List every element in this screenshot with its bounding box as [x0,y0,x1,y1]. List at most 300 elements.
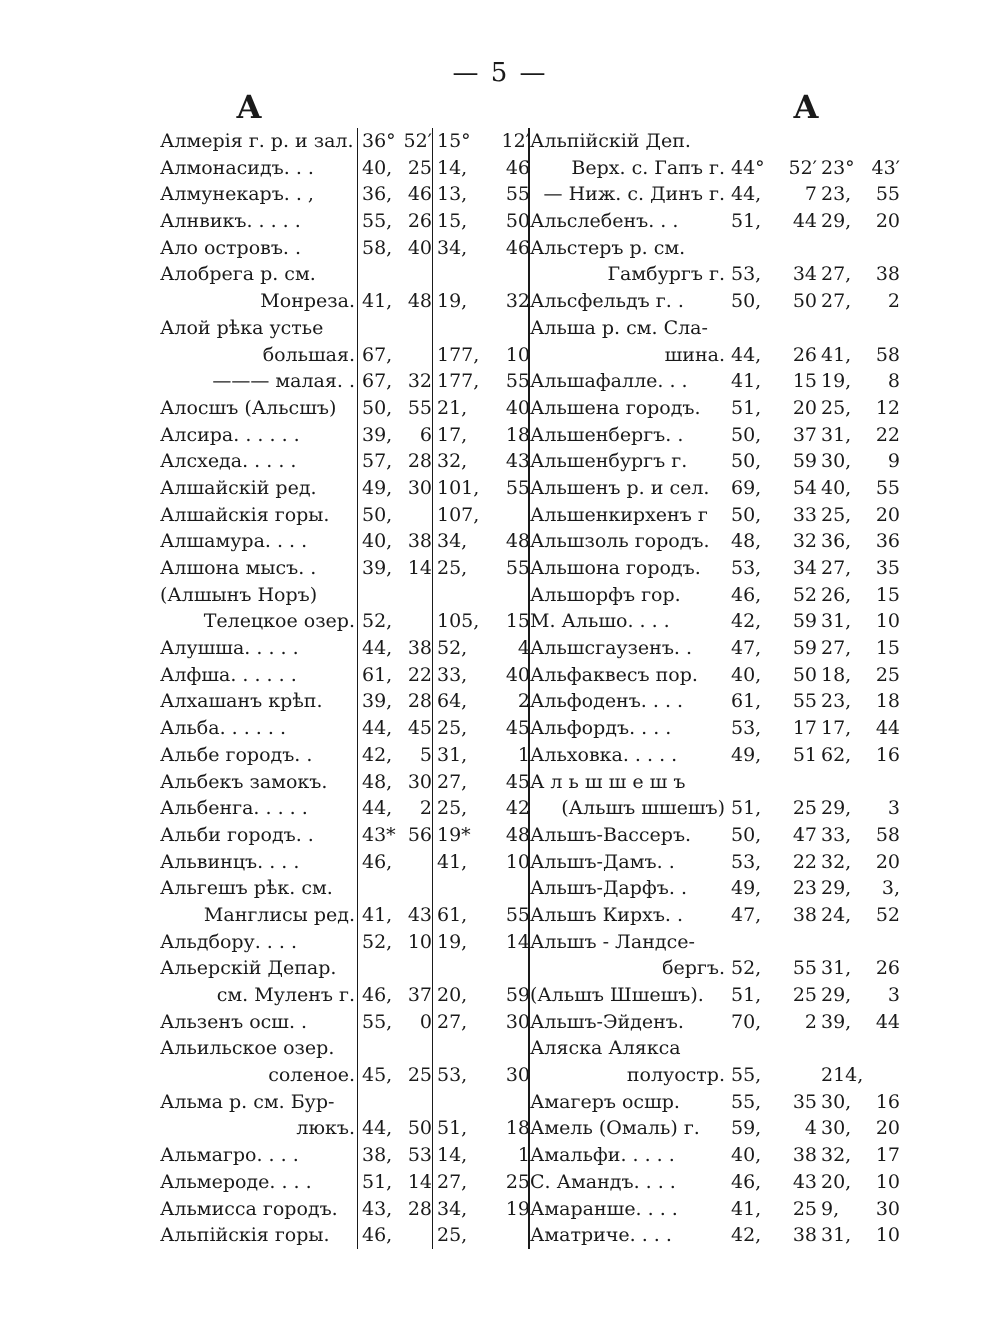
lat-degrees: 41, [731,370,762,393]
latitude-cell [727,662,817,689]
lon-degrees: 23, [821,183,852,206]
lat-minutes: 4 [804,1117,817,1140]
lat-degrees: 48, [362,770,393,793]
latitude-cell [727,448,817,475]
lon-degrees: 14, [437,156,468,179]
place-name: Амальфи. . . . . [530,1144,675,1167]
place-name: Алмонасидъ. . . [160,156,314,179]
place-name: бергъ. [662,957,725,980]
latitude-cell [727,608,817,635]
lon-minutes: 46 [505,236,530,259]
entry-row [160,1169,530,1196]
longitude-cell [432,368,530,395]
lat-minutes: 30 [407,770,432,793]
place-name: Алшайскія горы. [160,503,330,526]
place-name: Альстеръ р. см. [530,236,686,259]
place-name: Альба. . . . . . [160,717,287,740]
lon-minutes: 30 [875,1197,900,1220]
longitude-cell [817,555,900,582]
place-name: Альпійскія горы. [160,1224,330,1247]
latitude-cell [357,715,432,742]
lon-degrees: 15° [437,130,471,152]
longitude-cell [432,342,530,369]
lat-minutes: 59 [792,637,817,660]
longitude-cell [432,1142,530,1169]
place-name: Алфша. . . . . . [160,663,297,686]
entry-row [160,1009,530,1036]
entry-row [530,582,900,609]
lon-degrees: 23, [821,690,852,713]
lon-minutes: 22 [875,423,900,446]
place-name: Альильское озер. [160,1037,335,1060]
lat-degrees: 53, [731,557,762,579]
lat-degrees: 44, [362,797,393,820]
entry-row [160,849,530,876]
lat-minutes: 15 [792,370,817,393]
entry-row [530,849,900,876]
lon-minutes: 55 [505,903,530,926]
lon-degrees: 29, [821,210,852,233]
lon-degrees: 31, [821,423,852,446]
lon-degrees: 27, [821,263,852,286]
lon-minutes: 45 [505,770,530,793]
lon-minutes: 10 [875,1224,900,1247]
lon-minutes: 2 [517,690,530,713]
lat-degrees: 47, [731,903,762,926]
latitude-cell [727,555,817,582]
latitude-cell [727,261,817,288]
lat-degrees: 40, [731,663,762,686]
lat-minutes: 38 [792,1224,817,1247]
longitude-cell [432,769,530,796]
longitude-cell [817,1062,900,1089]
place-name: Альшенбергъ. . [530,423,684,446]
latitude-cell [357,635,432,662]
lat-minutes: 32 [792,530,817,553]
lat-minutes: 45 [407,717,432,740]
lat-degrees: 51, [731,210,762,233]
latitude-cell [727,795,817,822]
longitude-cell [432,662,530,689]
lat-minutes: 23 [792,877,817,900]
lat-degrees: 40, [731,1144,762,1167]
longitude-cell [817,662,900,689]
longitude-cell [817,742,900,769]
lat-minutes: 25 [407,156,432,179]
place-name: Альшъ-Эйденъ. [530,1010,684,1033]
lon-degrees: 41, [437,850,468,873]
entry-row [530,1089,900,1116]
entry-row [160,555,530,582]
place-name: Альбекъ замокъ. [160,770,328,793]
latitude-cell [727,1142,817,1169]
lat-degrees: 52, [362,610,393,633]
place-name: ——— малая. . [212,370,355,393]
lat-degrees: 50, [731,450,762,473]
lon-degrees: 27, [821,290,852,313]
longitude-cell [817,155,900,182]
lon-minutes: 3 [887,984,900,1006]
lon-minutes: 15 [875,583,900,606]
latitude-cell [727,342,817,369]
longitude-cell [432,1035,530,1062]
longitude-cell [817,342,900,369]
lat-minutes: 43 [792,1170,817,1193]
entry-row [530,128,900,155]
lon-minutes: 35 [875,557,900,579]
place-name: С. Амандъ. . . . [530,1170,676,1193]
latitude-cell [357,902,432,929]
longitude-cell [432,395,530,422]
lon-degrees: 31, [821,957,852,980]
latitude-cell [357,688,432,715]
longitude-cell [432,1115,530,1142]
entry-row [160,582,530,609]
entry-row [160,502,530,529]
longitude-cell [432,261,530,288]
longitude-cell [432,155,530,182]
lon-degrees: 19, [437,290,468,313]
lat-minutes: 55 [792,957,817,980]
lat-minutes: 59 [792,610,817,633]
lat-minutes: 38 [792,1144,817,1167]
place-name: Алобрега р. см. [160,263,316,286]
lon-minutes: 20 [875,850,900,873]
lat-degrees: 41, [362,290,393,313]
latitude-cell [727,475,817,502]
entry-row [530,502,900,529]
lon-minutes: 55 [505,183,530,206]
lon-degrees: 30, [821,450,852,473]
entry-row [530,181,900,208]
place-name: Алсхеда. . . . . [160,450,297,473]
lat-minutes: 38 [407,530,432,553]
lon-degrees: 20, [437,984,468,1006]
place-name: Альшенкирхенъ г [530,503,708,526]
entry-row [530,1009,900,1036]
entry-row [160,261,530,288]
lon-degrees: 25, [437,717,468,740]
longitude-cell [432,475,530,502]
place-name: Альшъ-Дамъ. . [530,850,675,873]
entry-row [160,1089,530,1116]
longitude-cell [817,582,900,609]
entry-row [530,1142,900,1169]
place-name: Верх. с. Гапъ г. [571,156,725,179]
lat-minutes: 25 [792,984,817,1006]
lat-degrees: 49, [362,476,393,499]
entry-row [160,635,530,662]
entry-row [530,769,900,796]
place-name: Альшзоль городъ. [530,530,710,553]
longitude-cell [817,448,900,475]
entry-row [530,315,900,342]
lon-minutes: 12 [875,396,900,419]
lon-degrees: 64, [437,690,468,713]
lat-minutes: 54 [792,476,817,499]
lon-degrees: 33, [821,823,852,846]
entry-row [160,128,530,155]
lat-minutes: 55 [792,690,817,713]
lat-degrees: 47, [731,637,762,660]
place-name: Альсфельдъ г. . [530,290,684,313]
lat-degrees: 61, [362,663,393,686]
entry-row [160,395,530,422]
longitude-cell [817,849,900,876]
place-name: Альшъ Кирхъ. . [530,903,684,926]
longitude-cell [432,128,530,155]
lat-minutes: 26 [407,210,432,233]
lat-degrees: 52, [731,957,762,980]
latitude-cell [357,1009,432,1036]
lat-degrees: 49, [731,877,762,900]
latitude-cell [727,208,817,235]
longitude-cell [432,448,530,475]
lon-degrees: 61, [437,903,468,926]
lat-minutes: 33 [792,503,817,526]
place-name: (Алшынъ Норъ) [160,583,318,606]
lat-degrees: 61, [731,690,762,713]
lat-minutes: 48 [407,290,432,313]
place-name: М. Альшо. . . . [530,610,670,633]
lat-minutes: 25 [792,797,817,820]
place-name: Альшенбургъ г. [530,450,688,473]
entry-row [160,1222,530,1249]
lon-degrees: 20, [821,1170,852,1193]
lat-minutes: 52′ [788,156,817,179]
entry-row [160,795,530,822]
lat-minutes: 22 [792,850,817,873]
latitude-cell [727,315,817,342]
entry-row [160,235,530,262]
lat-minutes: 59 [792,450,817,473]
longitude-cell [817,1035,900,1062]
lon-minutes: 48 [505,823,530,846]
lon-degrees: 27, [821,557,852,579]
latitude-cell [357,1222,432,1249]
place-name: шина. [664,343,725,366]
lon-minutes: 20 [875,210,900,233]
latitude-cell [357,929,432,956]
place-name: Альерскій Депар. [160,957,337,980]
page-number: — 5 — [452,58,548,88]
lon-minutes: 8 [887,370,900,393]
lon-minutes: 58 [875,823,900,846]
entry-row [530,1062,900,1089]
longitude-cell [817,1089,900,1116]
lon-degrees: 25, [437,797,468,820]
lat-degrees: 55, [362,210,393,233]
longitude-cell [432,849,530,876]
longitude-cell [432,955,530,982]
lat-minutes: 30 [407,476,432,499]
lat-degrees: 38, [362,1144,393,1167]
latitude-cell [357,315,432,342]
entry-row [160,822,530,849]
entry-row [530,1035,900,1062]
lat-degrees: 44, [362,1117,393,1140]
latitude-cell [357,1035,432,1062]
lat-minutes: 40 [407,236,432,259]
latitude-cell [727,742,817,769]
lat-degrees: 42, [731,610,762,633]
latitude-cell [727,955,817,982]
place-name: Амагеръ осшр. [530,1090,680,1113]
lon-minutes: 55 [505,557,530,579]
place-name: Альшсгаузенъ. . [530,637,693,660]
longitude-cell [817,261,900,288]
lat-degrees: 69, [731,476,762,499]
place-name: соленое. [268,1064,355,1087]
lon-degrees: 19, [821,370,852,393]
entry-row [160,929,530,956]
place-name: Альшорфъ гор. [530,583,681,606]
lat-minutes: 37 [792,423,817,446]
entry-row [530,555,900,582]
latitude-cell [357,208,432,235]
lon-minutes: 3 [887,797,900,820]
lat-degrees: 59, [731,1117,762,1140]
entry-row [530,742,900,769]
longitude-cell [432,422,530,449]
longitude-cell [432,929,530,956]
lat-degrees: 50, [362,503,393,526]
lat-degrees: 41, [731,1197,762,1220]
lat-degrees: 53, [731,850,762,873]
lon-degrees: 40, [821,476,852,499]
lon-degrees: 33, [437,663,468,686]
latitude-cell [357,395,432,422]
section-letter-left: А [236,88,263,126]
lat-minutes: 2 [804,1010,817,1033]
place-name: Манглисы ред. [203,903,355,926]
lon-degrees: 9, [821,1197,840,1220]
longitude-cell [432,1089,530,1116]
lon-minutes: 43′ [871,156,900,179]
longitude-cell [432,795,530,822]
place-name: Алшамура. . . . [160,530,308,553]
longitude-cell [817,475,900,502]
lon-degrees: 31, [437,743,468,766]
place-name: (Альшъ Шшешъ). [530,984,704,1006]
latitude-cell [357,261,432,288]
entry-row [530,982,900,1009]
entry-row [530,208,900,235]
entry-row [530,235,900,262]
lat-degrees: 51, [362,1170,393,1193]
lon-degrees: 39, [821,1010,852,1033]
latitude-cell [357,1169,432,1196]
lon-minutes: 55 [505,476,530,499]
lon-degrees: 29, [821,797,852,820]
longitude-cell [817,1196,900,1223]
lon-minutes: 55 [875,476,900,499]
lon-minutes: 26 [875,957,900,980]
place-name: Альшафалле. . . [530,370,688,393]
latitude-cell [357,342,432,369]
lat-minutes: 22 [407,663,432,686]
lon-minutes: 10 [505,850,530,873]
place-name: (Альшъ шшешъ) [561,797,725,820]
lon-degrees: 25, [437,557,468,579]
lon-minutes: 30 [505,1064,530,1087]
entry-row [530,422,900,449]
entry-row [160,475,530,502]
lon-degrees: 177, [437,370,480,393]
latitude-cell [357,235,432,262]
latitude-cell [727,769,817,796]
longitude-cell [432,528,530,555]
lon-minutes: 1 [517,743,530,766]
latitude-cell [727,155,817,182]
latitude-cell [727,235,817,262]
entry-row [530,795,900,822]
entry-row [530,1169,900,1196]
longitude-cell [432,635,530,662]
entry-row [160,422,530,449]
place-name: Алмерія г. р. и зал. [160,130,354,152]
latitude-cell [727,1115,817,1142]
entry-row [530,448,900,475]
lon-degrees: 177, [437,343,480,366]
lon-degrees: 26, [821,583,852,606]
lat-minutes: 50 [792,290,817,313]
entry-row [160,315,530,342]
lat-degrees: 53, [731,263,762,286]
lon-degrees: 21, [437,396,468,419]
latitude-cell [727,395,817,422]
lon-minutes: 46 [505,156,530,179]
lon-minutes: 10 [505,343,530,366]
place-name: Амель (Омаль) г. [530,1117,700,1140]
lat-minutes: 56 [407,823,432,846]
lon-minutes: 9 [887,450,900,473]
latitude-cell [357,1196,432,1223]
latitude-cell [357,849,432,876]
longitude-cell [817,128,900,155]
latitude-cell [727,528,817,555]
lat-degrees: 44, [362,637,393,660]
lon-degrees: 25, [821,503,852,526]
lat-degrees: 70, [731,1010,762,1033]
lon-minutes: 42 [505,797,530,820]
place-name: Альфаквесъ пор. [530,663,698,686]
lat-minutes: 26 [792,343,817,366]
lon-minutes: 4 [517,637,530,660]
longitude-cell [817,635,900,662]
latitude-cell [727,502,817,529]
lat-degrees: 42, [362,743,393,766]
place-name: Альша р. см. Сла- [530,316,708,339]
latitude-cell [357,448,432,475]
lon-degrees: 15, [437,210,468,233]
lat-degrees: 48, [731,530,762,553]
lat-degrees: 44° [731,156,765,179]
lat-degrees: 57, [362,450,393,473]
lon-minutes: 38 [875,263,900,286]
latitude-cell [357,582,432,609]
lat-minutes: 7 [804,183,817,206]
place-name: Альслебенъ. . . [530,210,679,233]
lat-degrees: 46, [362,984,393,1006]
lat-degrees: 51, [731,797,762,820]
lat-minutes: 28 [407,1197,432,1220]
right-gazetteer-column [530,128,900,1249]
longitude-cell [817,955,900,982]
latitude-cell [357,368,432,395]
section-letter-right: А [793,88,820,126]
entry-row [530,288,900,315]
